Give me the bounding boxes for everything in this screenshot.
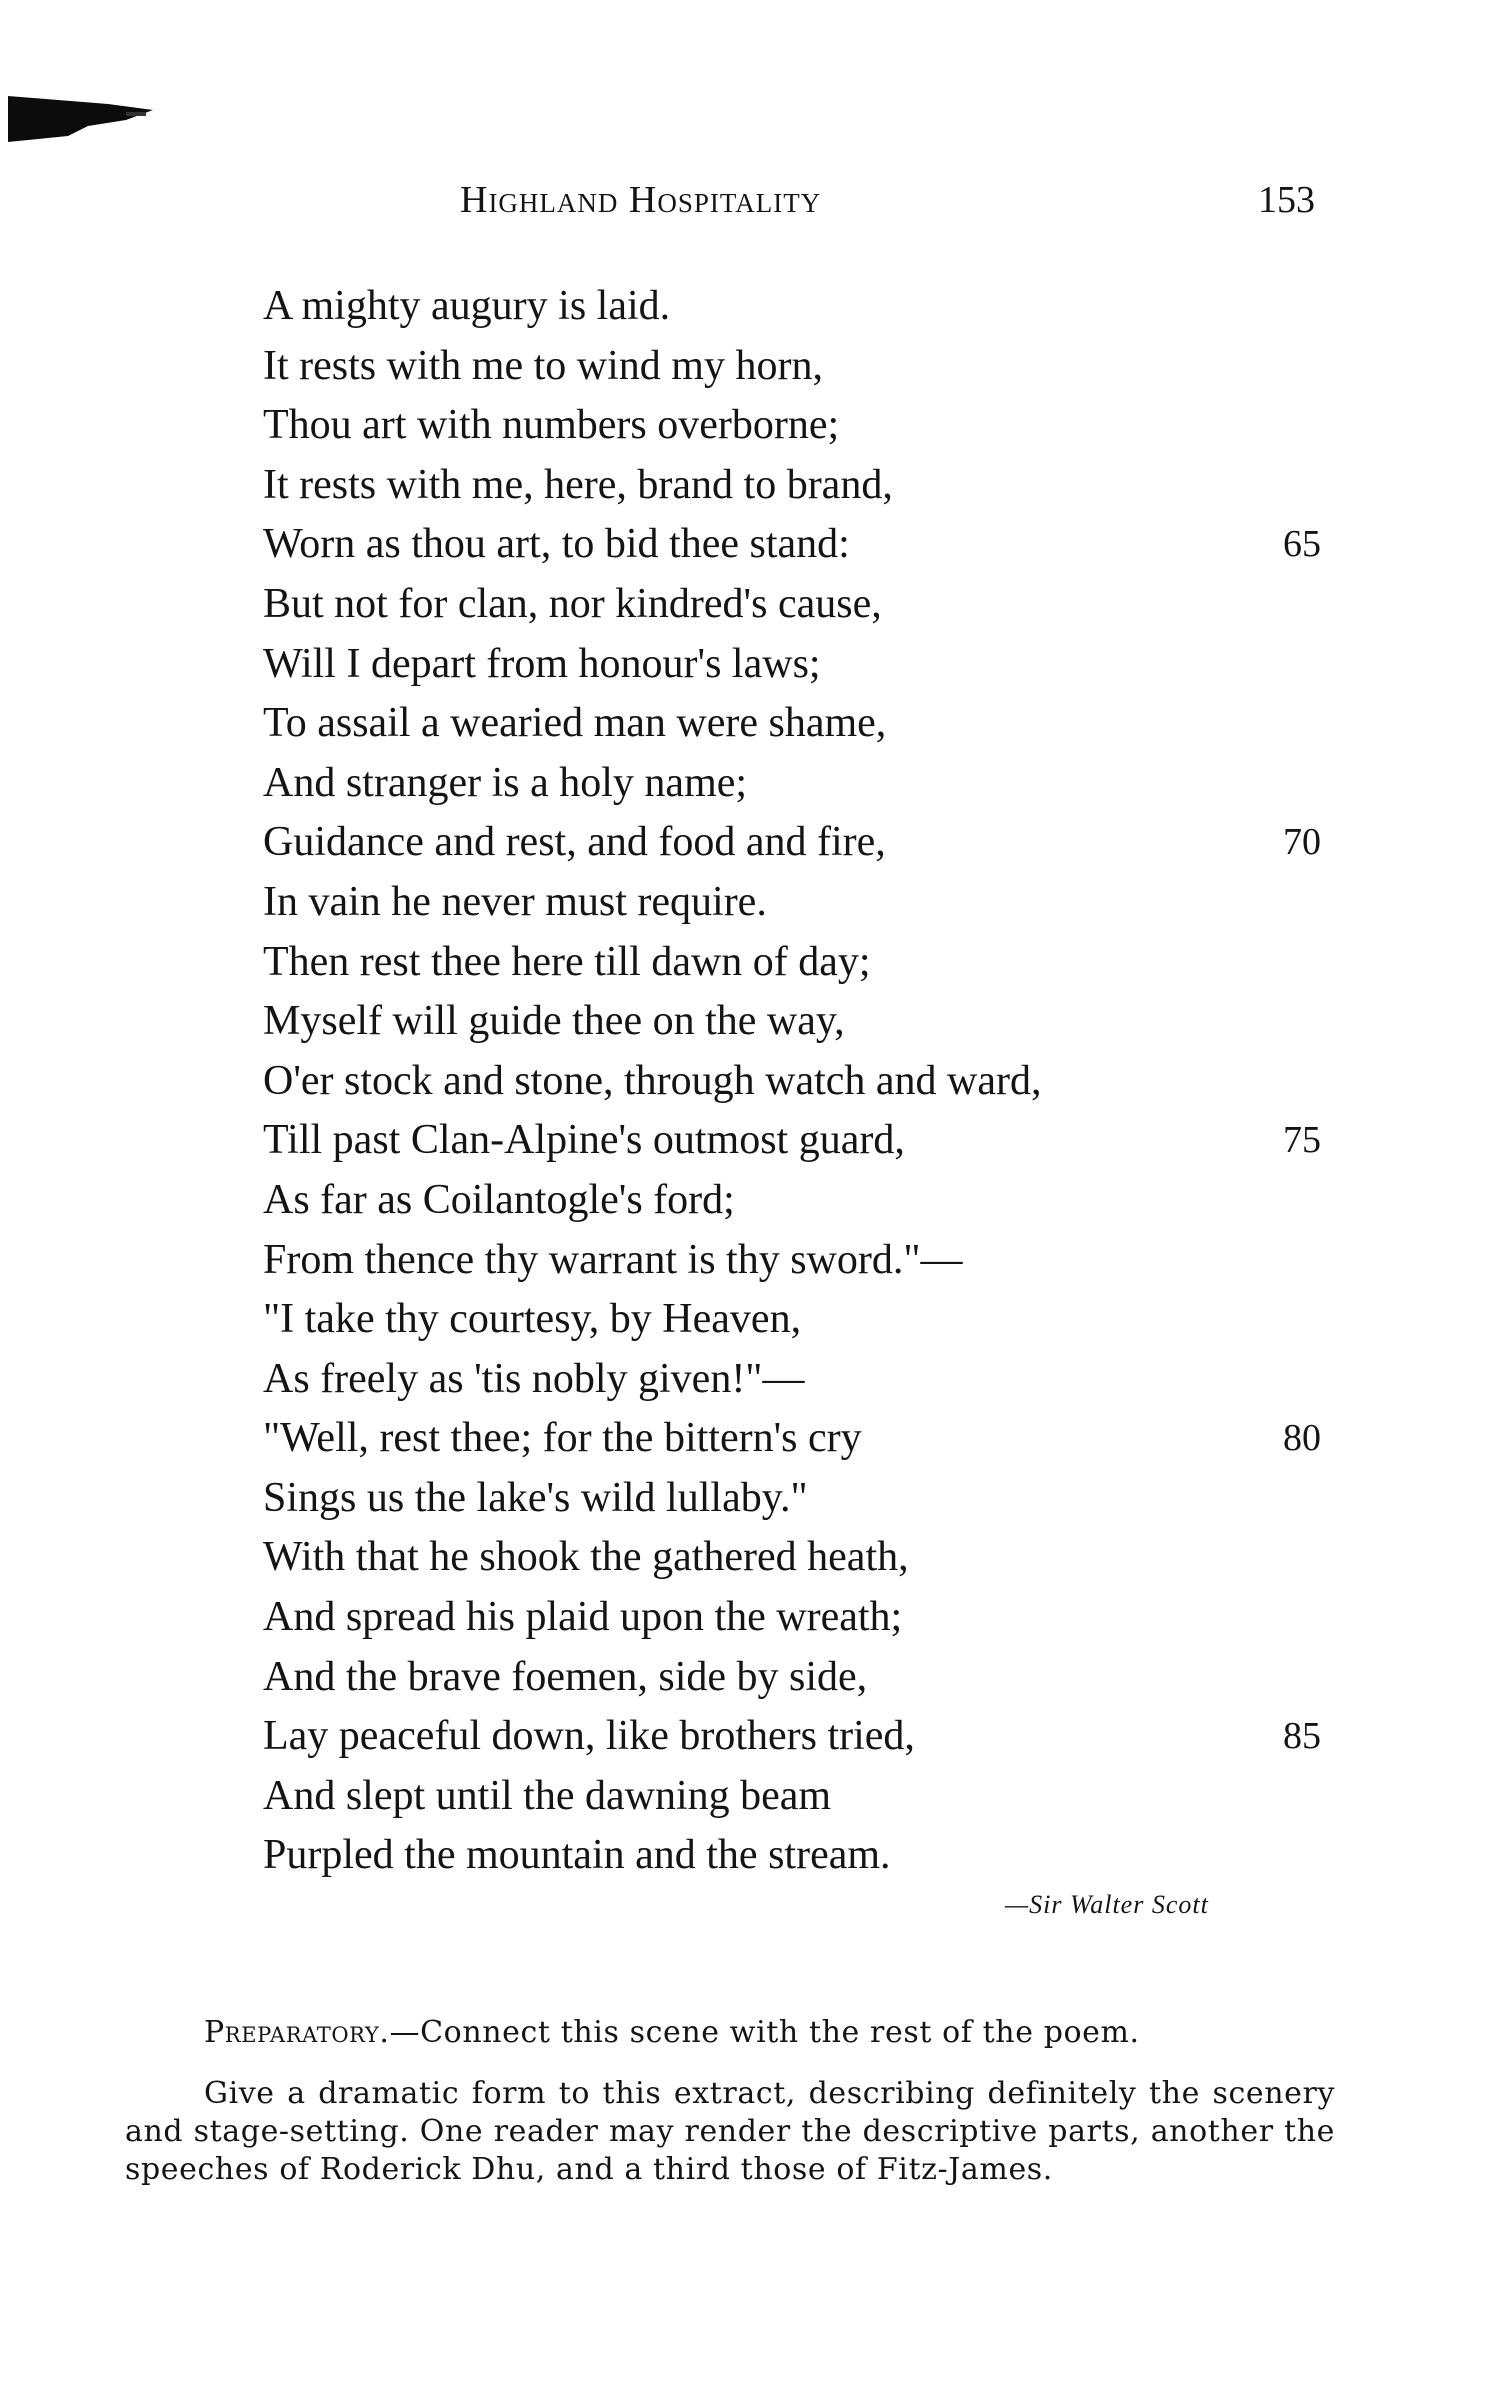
poem-line-text: "Well, rest thee; for the bittern's cry (263, 1415, 862, 1462)
poem-line (263, 515, 1343, 575)
poem-line-text: And the brave foemen, side by side, (263, 1653, 868, 1700)
poem-line-text: Myself will guide thee on the way, (263, 998, 845, 1045)
poem-line (263, 1052, 1343, 1112)
poem-line (263, 396, 1343, 456)
poem-line (263, 1290, 1343, 1350)
poem-line-text: But not for clan, nor kindred's cause, (263, 580, 882, 627)
poem-line-text: From thence thy warrant is thy sword."— (263, 1236, 963, 1283)
page-header (0, 178, 1485, 238)
poem-line-text: Lay peaceful down, like brothers tried, (263, 1713, 915, 1760)
poem-line-text: Then rest thee here till dawn of day; (263, 938, 871, 985)
poem-line (263, 635, 1343, 695)
poem-line-text: As far as Coilantogle's ford; (263, 1176, 735, 1223)
poem-line-text: As freely as 'tis nobly given!"— (263, 1355, 805, 1402)
poem-line-text: A mighty augury is laid. (263, 283, 671, 329)
line-number: 80 (1283, 1417, 1321, 1460)
poem-line-text: In vain he never must require. (263, 878, 767, 925)
poem-line-text: It rests with me, here, brand to brand, (263, 461, 893, 508)
poem (263, 277, 1343, 1886)
line-number: 70 (1283, 821, 1321, 864)
poem-line-text: It rests with me to wind my horn, (263, 342, 823, 389)
poem-line (263, 1767, 1343, 1827)
poem-line (263, 992, 1343, 1052)
poem-line-text: Worn as thou art, to bid thee stand: (263, 521, 850, 568)
poem-line (263, 873, 1343, 933)
poem-line (263, 1111, 1343, 1171)
poem-line-text: O'er stock and stone, through watch and ward, (263, 1057, 1042, 1104)
poem-line-text: To assail a wearied man were shame, (263, 700, 887, 747)
poem-line (263, 1469, 1343, 1529)
line-number: 65 (1283, 523, 1321, 566)
poem-line-text: With that he shook the gathered heath, (263, 1534, 909, 1581)
poem-line-text: And slept until the dawning beam (263, 1772, 832, 1819)
attribution: —Sir Walter Scott (1005, 1890, 1209, 1919)
preparatory-text: —Connect this scene with the rest of the poem. (389, 2015, 1140, 2050)
poem-line (263, 1707, 1343, 1767)
poem-line (263, 456, 1343, 516)
poem-line-text: Guidance and rest, and food and fire, (263, 819, 886, 866)
poem-line (263, 575, 1343, 635)
poem-line (263, 1826, 1343, 1886)
poem-line-text: And stranger is a holy name; (263, 759, 748, 806)
poem-line-text: Purpled the mountain and the stream. (263, 1832, 891, 1879)
preparatory-label: Preparatory. (204, 2015, 390, 2050)
poem-line (263, 1648, 1343, 1708)
poem-line-text: Till past Clan-Alpine's outmost guard, (263, 1117, 905, 1164)
poem-line (263, 933, 1343, 993)
poem-line (263, 694, 1343, 754)
poem-line (263, 1350, 1343, 1410)
instructions-paragraph: Give a dramatic form to this extract, describing definitely the scenery and stage-setting. One reader may render the descriptive parts, another the speeches of Roderick Dhu, and a third those of Fitz-James. (125, 2076, 1335, 2187)
poem-line-text: Will I depart from honour's laws; (263, 640, 821, 687)
poem-line (263, 754, 1343, 814)
page-number: 153 (1258, 179, 1315, 221)
line-number: 75 (1283, 1119, 1321, 1162)
running-head: Highland Hospitality (460, 179, 822, 221)
poem-line (263, 813, 1343, 873)
scan-edge-mark (8, 96, 153, 142)
poem-line-text: "I take thy courtesy, by Heaven, (263, 1296, 802, 1343)
study-notes (125, 2013, 1335, 2189)
poem-line-text: Thou art with numbers overborne; (263, 402, 840, 449)
line-number: 85 (1283, 1715, 1321, 1758)
poem-line-text: And spread his plaid upon the wreath; (263, 1594, 903, 1641)
poem-line (263, 1231, 1343, 1291)
poem-line (263, 277, 1343, 337)
preparatory-note (204, 2013, 1335, 2053)
poem-line (263, 1528, 1343, 1588)
poem-line (263, 1409, 1343, 1469)
poem-line-text: Sings us the lake's wild lullaby." (263, 1474, 808, 1521)
poem-line (263, 1171, 1343, 1231)
poem-line (263, 337, 1343, 397)
poem-line (263, 1588, 1343, 1648)
